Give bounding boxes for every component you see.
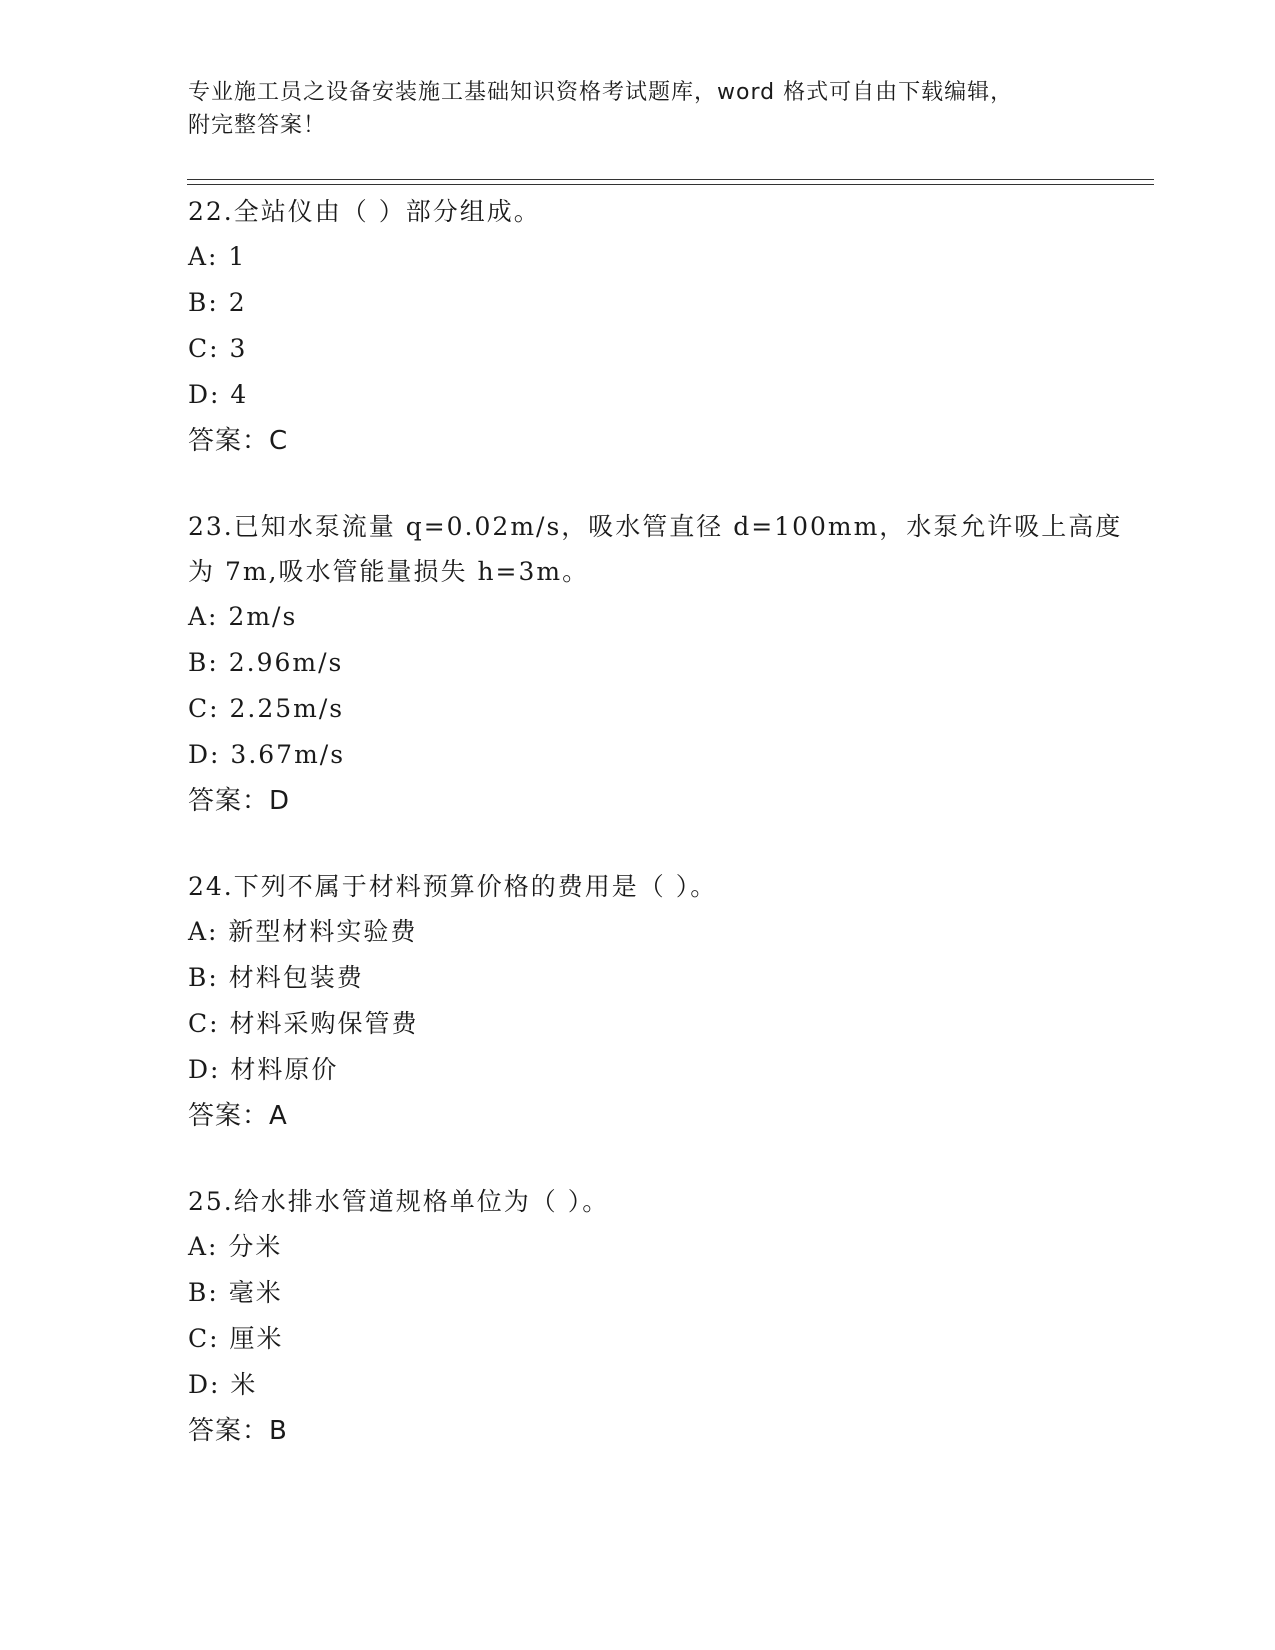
header-line-2: 附完整答案！ <box>188 113 327 138</box>
question-list <box>188 189 1128 1494</box>
header-line-1: 专业施工员之设备安装施工基础知识资格考试题库，word 格式可自由下载编辑， <box>188 80 1014 105</box>
option-a: A: 2m/s <box>188 602 298 631</box>
answer-line: 答案：A <box>188 1101 288 1131</box>
option-c: C: 厘米 <box>188 1324 284 1353</box>
answer-line: 答案：B <box>188 1416 288 1446</box>
question-25 <box>188 1179 1128 1454</box>
option-b: B: 材料包装费 <box>188 963 364 992</box>
option-a: A: 分米 <box>188 1232 283 1261</box>
question-23 <box>188 504 1128 824</box>
option-d: D: 米 <box>188 1370 258 1399</box>
header-divider-top <box>187 179 1154 180</box>
header-divider-bottom <box>187 184 1154 185</box>
option-c: C: 2.25m/s <box>188 694 345 723</box>
option-c: C: 3 <box>188 334 248 363</box>
option-a: A: 1 <box>188 242 247 271</box>
question-text: 22.全站仪由（ ）部分组成。 <box>188 197 541 226</box>
question-text: 24.下列不属于材料预算价格的费用是（ ）。 <box>188 872 718 901</box>
option-d: D: 3.67m/s <box>188 740 346 769</box>
option-b: B: 毫米 <box>188 1278 283 1307</box>
document-header <box>188 76 1088 142</box>
option-d: D: 4 <box>188 380 249 409</box>
question-text: 23.已知水泵流量 q=0.02m/s，吸水管直径 d=100mm，水泵允许吸上高度为 7m,吸水管能量损失 h=3m。 <box>188 512 1123 586</box>
answer-line: 答案：C <box>188 426 289 456</box>
option-c: C: 材料采购保管费 <box>188 1009 419 1038</box>
question-22 <box>188 189 1128 464</box>
question-text: 25.给水排水管道规格单位为（ ）。 <box>188 1187 610 1216</box>
option-b: B: 2 <box>188 288 247 317</box>
option-b: B: 2.96m/s <box>188 648 344 677</box>
question-24 <box>188 864 1128 1139</box>
answer-line: 答案：D <box>188 786 291 816</box>
option-d: D: 材料原价 <box>188 1055 339 1084</box>
option-a: A: 新型材料实验费 <box>188 917 418 946</box>
